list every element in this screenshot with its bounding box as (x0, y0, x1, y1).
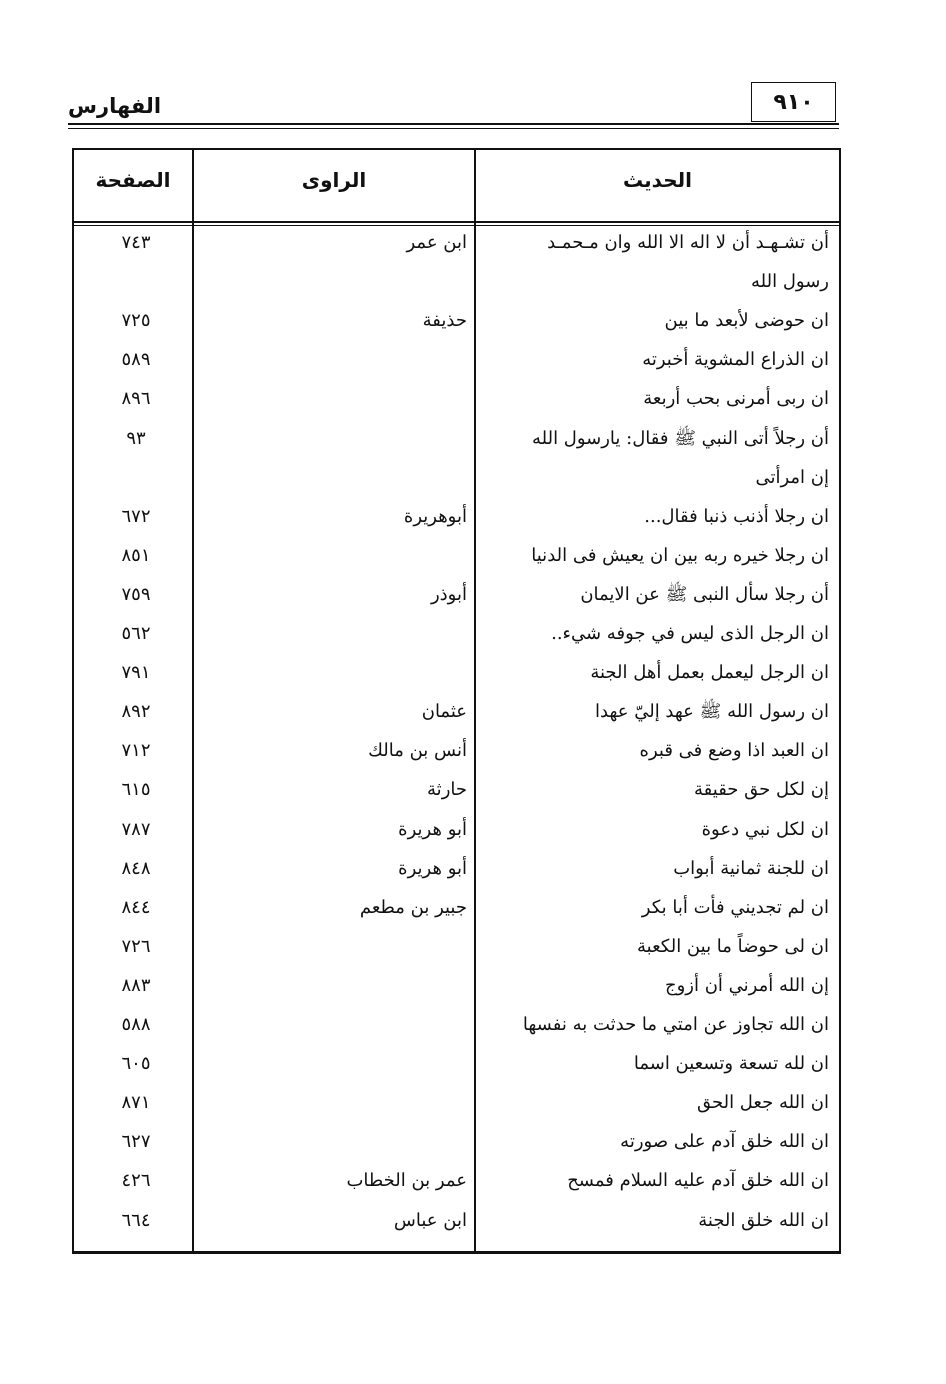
hadith-cell: ان لم تجديني فأت أبا بكر (641, 896, 829, 918)
hadith-cell: ان للجنة ثمانية أبواب (673, 857, 829, 879)
page-cell: ٨٤٨ (121, 857, 151, 879)
hadith-cell: ان لى حوضاً ما بين الكعبة (637, 935, 829, 957)
page-cell: ٤٢٦ (121, 1170, 151, 1192)
page-cell: ٧٤٣ (121, 232, 151, 253)
hadith-cell: ان الذراع المشوية أخبرته (642, 349, 829, 371)
page-number: ٩١٠ (773, 89, 814, 115)
column-header-narrator: الراوى (301, 168, 367, 192)
header-row-divider (74, 221, 839, 223)
page-cell: ٧٢٦ (121, 935, 151, 957)
page-cell: ٧٥٩ (121, 583, 151, 605)
page-cell: ٨٧١ (121, 1092, 151, 1114)
column-divider-narrator (474, 150, 476, 1251)
hadith-cell: ان الله جعل الحق (696, 1092, 829, 1114)
narrator-cell: عثمان (421, 701, 467, 723)
page-cell: ٧٨٧ (121, 818, 151, 840)
hadith-cell: ان رجلا أذنب ذنبا فقال... (644, 505, 829, 527)
hadith-cell: أن تشـهـد أن لا اله الا الله وان مـحمـد (547, 232, 829, 253)
page-cell: ٨٥١ (121, 544, 151, 566)
page-cell: ٨٨٣ (121, 974, 151, 996)
header-rule (68, 123, 839, 125)
page-cell: ٦٧٢ (121, 505, 151, 527)
page-cell: ٨٩٦ (121, 388, 151, 410)
narrator-cell: أبوذر (430, 583, 467, 605)
hadith-cell: ان الله تجاوز عن امتي ما حدثت به نفسها (522, 1014, 829, 1035)
narrator-cell: جبير بن مطعم (359, 896, 467, 918)
column-divider-page (192, 150, 194, 1251)
narrator-cell: أبو هريرة (398, 818, 467, 840)
hadith-cell: أن رجلاً أتى النبي ﷺ فقال: يارسول الله (531, 427, 829, 449)
narrator-cell: أبو هريرة (398, 857, 467, 879)
header-rule-thin (68, 128, 839, 129)
page-cell: ٧٩١ (121, 662, 151, 684)
page-cell: ٦٢٧ (121, 1131, 151, 1153)
narrator-cell: عمر بن الخطاب (346, 1170, 467, 1192)
narrator-cell: أنس بن مالك (368, 740, 467, 762)
narrator-cell: ابن عمر (406, 232, 467, 253)
page-cell: ٥٨٨ (121, 1014, 151, 1035)
page-number-box (751, 82, 836, 122)
hadith-cell: إن الله أمرني أن أزوج (664, 974, 829, 996)
hadith-index-table (72, 148, 841, 1254)
page-cell: ٧٢٥ (121, 310, 151, 332)
hadith-cell: أن رجلا سأل النبى ﷺ عن الايمان (580, 583, 829, 605)
page-cell: ٥٦٢ (121, 623, 151, 644)
hadith-cell: ان الله خلق آدم عليه السلام فمسح (567, 1170, 829, 1192)
hadith-cell: ان لكل نبي دعوة (701, 818, 829, 840)
column-header-hadith: الحديث (622, 168, 692, 192)
running-header-title: الفهارس (68, 94, 162, 118)
hadith-cell: رسول الله (751, 271, 829, 293)
hadith-cell: ان رجلا خيره ربه بين ان يعيش فى الدنيا (531, 544, 829, 566)
narrator-cell: أبوهريرة (403, 505, 467, 527)
page-cell: ٨٩٢ (121, 701, 151, 723)
header-row-divider-thin (74, 225, 839, 226)
narrator-cell: ابن عباس (393, 1209, 467, 1231)
page-cell: ٦١٥ (121, 779, 151, 801)
page-cell: ٩٣ (126, 427, 146, 449)
hadith-cell: ان العبد اذا وضع فى قبره (639, 740, 829, 762)
hadith-cell: إن امرأتى (755, 466, 829, 488)
page-cell: ٧١٢ (121, 740, 151, 762)
page-cell: ٦٠٥ (121, 1053, 151, 1075)
hadith-cell: ان الرجل ليعمل بعمل أهل الجنة (590, 662, 829, 684)
hadith-cell: ان الله خلق الجنة (698, 1209, 829, 1231)
hadith-cell: ان الله خلق آدم على صورته (620, 1131, 829, 1153)
hadith-cell: ان لله تسعة وتسعين اسما (633, 1053, 829, 1075)
hadith-cell: ان حوضى لأبعد ما بين (664, 310, 829, 332)
hadith-cell: ان رسول الله ﷺ عهد إليّ عهدا (595, 701, 829, 723)
page-cell: ٨٤٤ (121, 896, 151, 918)
hadith-cell: ان الرجل الذى ليس في جوفه شيء.. (551, 623, 829, 644)
narrator-cell: حذيفة (422, 310, 467, 332)
page-cell: ٦٦٤ (121, 1209, 151, 1231)
hadith-cell: ان ربى أمرنى بحب أربعة (643, 388, 829, 410)
narrator-cell: حارثة (427, 779, 467, 801)
hadith-cell: إن لكل حق حقيقة (694, 779, 829, 801)
column-header-page: الصفحة (95, 168, 171, 192)
page-cell: ٥٨٩ (121, 349, 151, 371)
